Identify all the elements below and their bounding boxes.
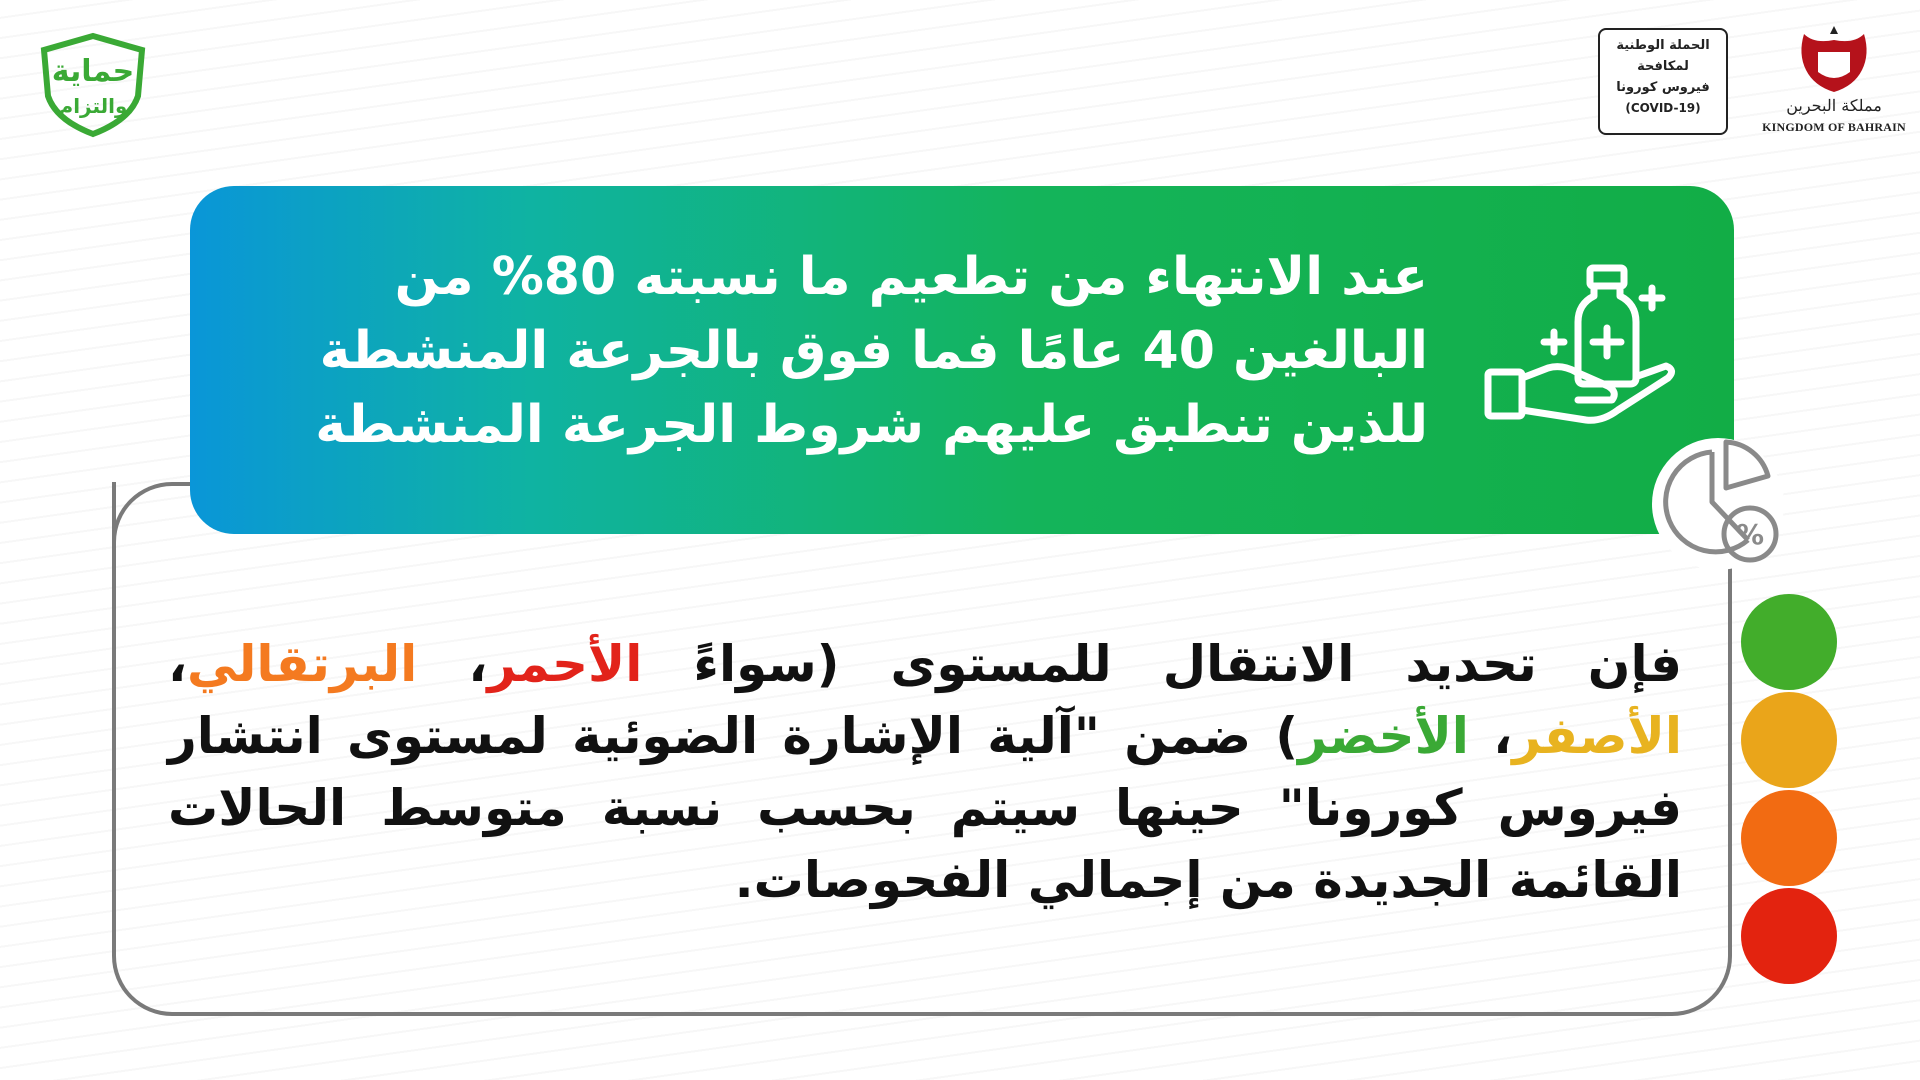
himaya-logo <box>34 32 152 138</box>
hand-vaccine-icon <box>1478 260 1678 440</box>
orange-level-circle <box>1741 790 1837 886</box>
himaya-title: حماية <box>51 54 135 89</box>
kingdom-name-ar: مملكة البحرين <box>1786 96 1882 115</box>
yellow-level-circle <box>1741 692 1837 788</box>
campaign-logo <box>1598 28 1728 135</box>
pie-chart-percent-icon <box>1650 430 1790 580</box>
level-red-label: الأحمر <box>487 635 643 693</box>
kingdom-name-en: KINGDOM OF BAHRAIN <box>1762 120 1906 134</box>
campaign-line: فيروس كورونا <box>1616 80 1710 95</box>
body-text-part: ) ضمن "آلية الإشارة الضوئية لمستوى انتشار فيروس كورونا" حينها سيتم بحسب نسبة متوسط الحالات القائمة الجديدة من إجمالي الفحوصات. <box>168 707 1682 909</box>
himaya-subtitle: والتزام <box>58 94 128 118</box>
separator: ، <box>168 635 187 693</box>
red-level-circle <box>1741 888 1837 984</box>
campaign-line: الحملة الوطنية <box>1616 38 1710 53</box>
green-level-circle <box>1741 594 1837 690</box>
level-yellow-label: الأصفر <box>1512 707 1682 765</box>
campaign-line: (COVID-19) <box>1625 101 1701 115</box>
headline-text: عند الانتهاء من تطعيم ما نسبته 80% من البالغين 40 عامًا فما فوق بالجرعة المنشطة للذين تنطبق عليهم شروط الجرعة المنشطة <box>315 247 1428 455</box>
svg-text:%: % <box>1735 518 1765 551</box>
level-green-label: الأخضر <box>1298 707 1469 765</box>
level-orange-label: البرتقالي <box>187 635 418 693</box>
separator: ، <box>417 635 488 693</box>
separator: ، <box>1468 707 1513 765</box>
bahrain-emblem-icon <box>1794 24 1874 96</box>
bahrain-logo <box>1756 24 1912 140</box>
campaign-line: لمكافحة <box>1637 59 1689 74</box>
body-text-part: فإن تحديد الانتقال للمستوى (سواءً <box>642 635 1682 693</box>
body-paragraph <box>168 628 1682 916</box>
